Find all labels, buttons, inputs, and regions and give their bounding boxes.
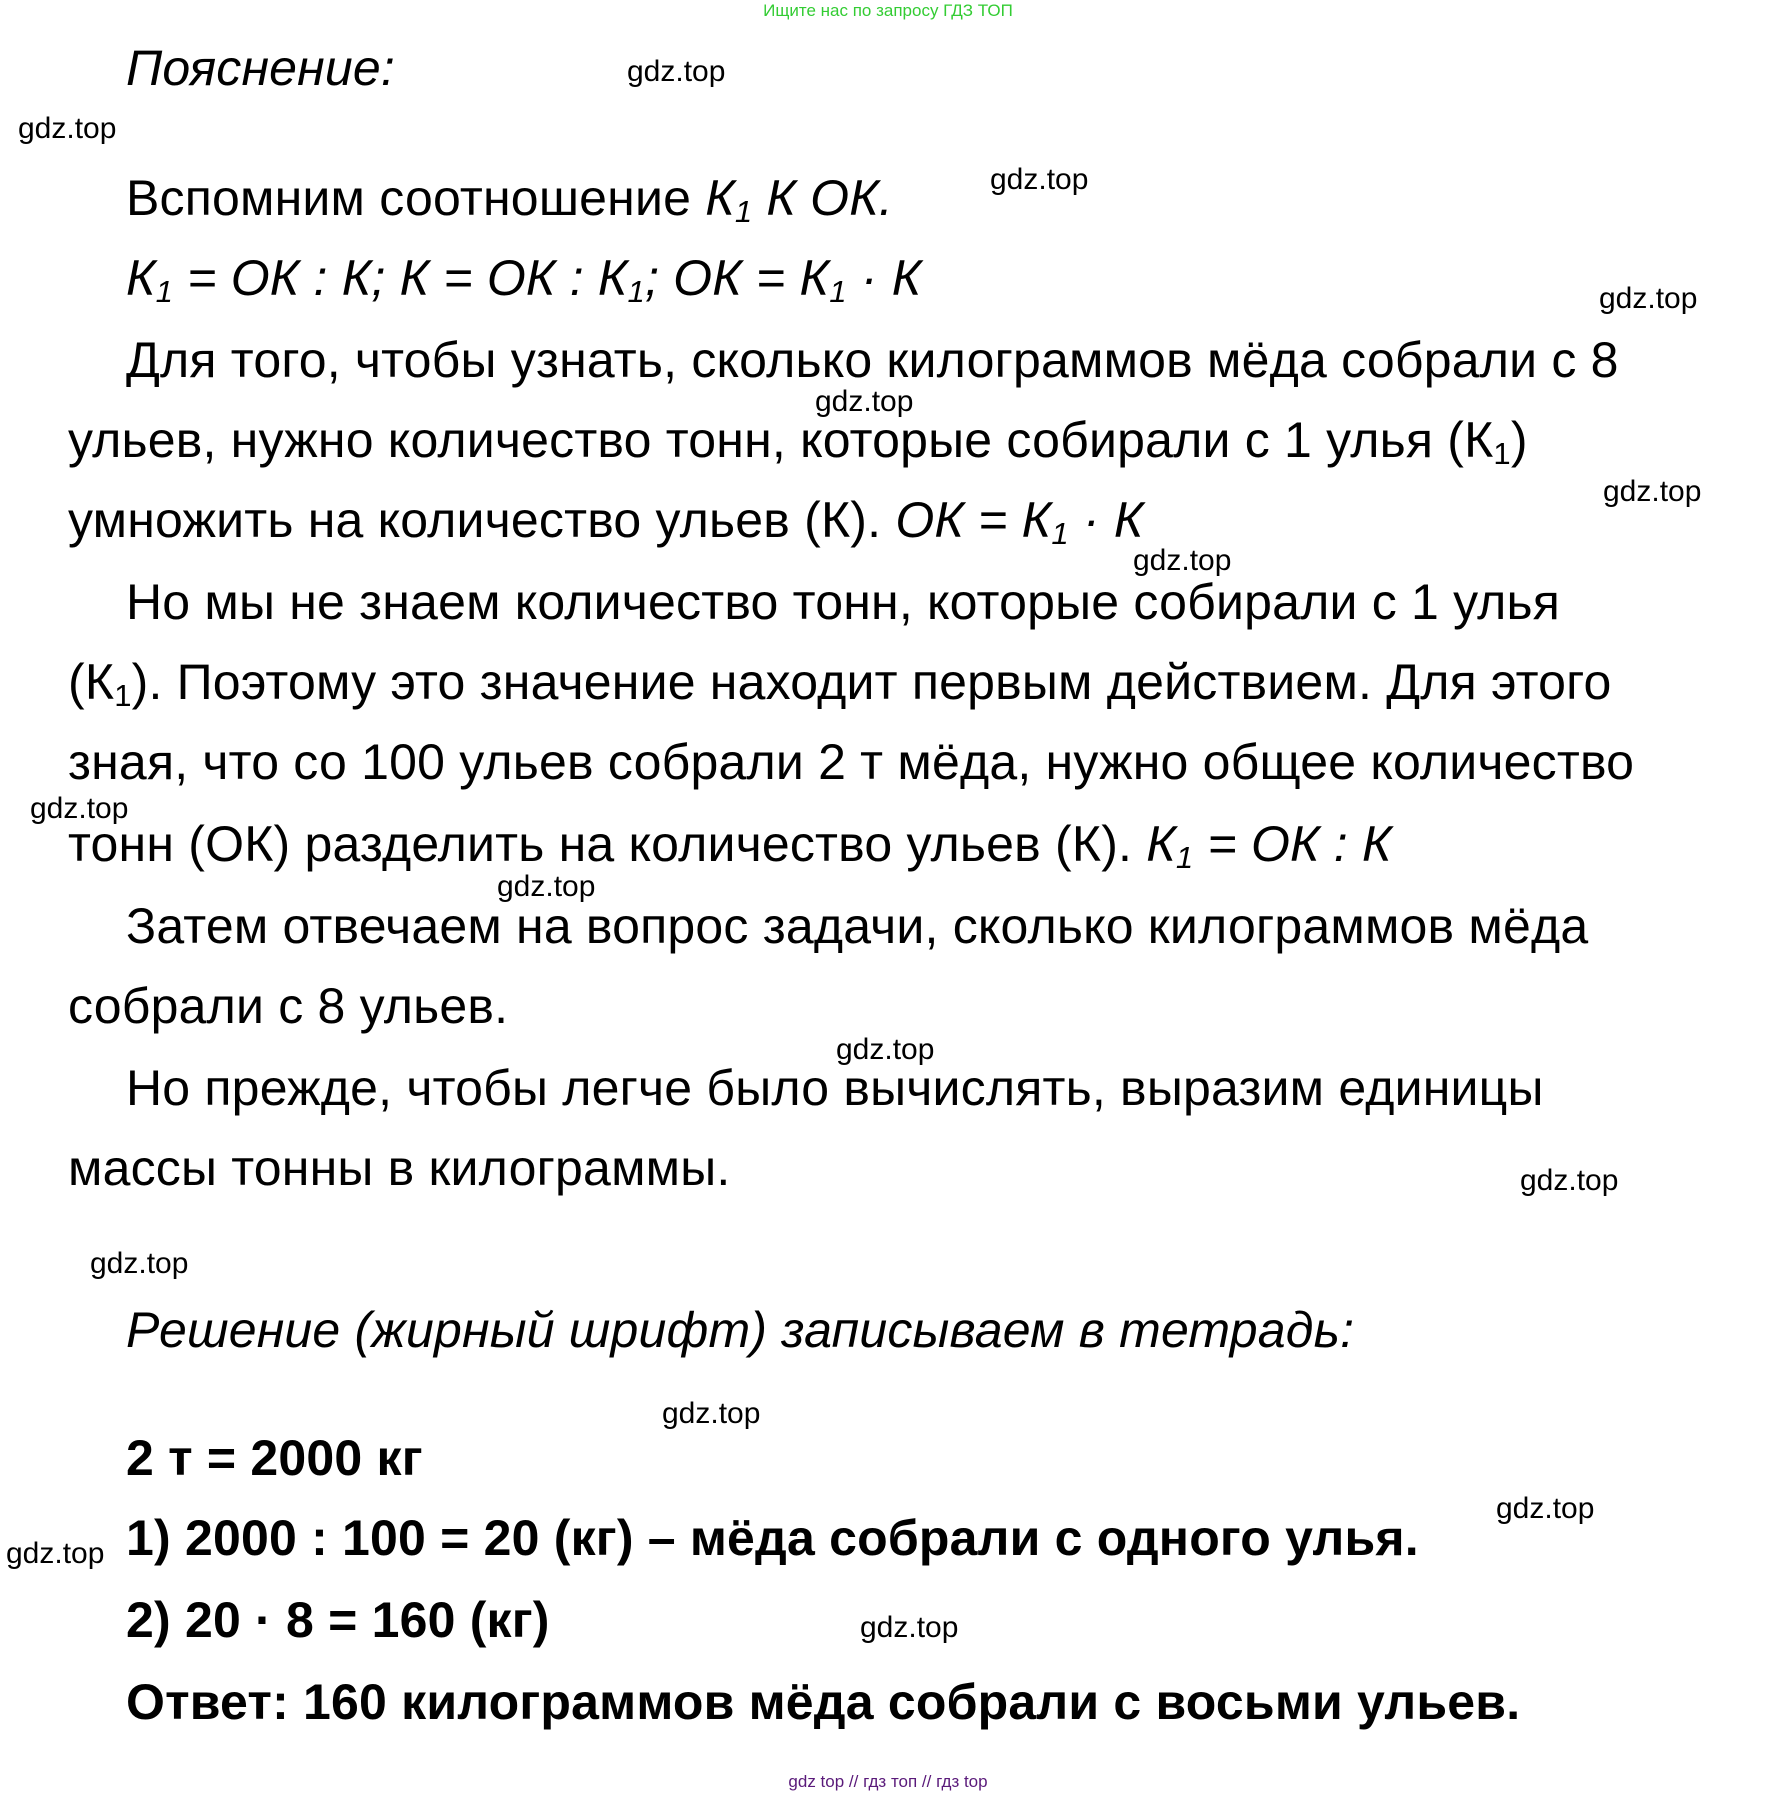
paragraph-2-line-1: Но мы не знаем количество тонн, которые собирали с 1 улья: [126, 574, 1561, 630]
solution-step-1: 1) 2000 : 100 = 20 (кг) – мёда собрали с одного улья.: [126, 1510, 1419, 1566]
solution-step-2: 2) 20 · 8 = 160 (кг): [126, 1592, 550, 1648]
watermark: gdz.top: [30, 792, 129, 825]
paragraph-4-line-2: массы тонны в килограммы.: [68, 1140, 731, 1196]
formula-ok: ОК = $К_1 \cdot К$: [895, 492, 1144, 551]
watermark: gdz.top: [497, 870, 596, 903]
formulas-line: $К_1$ = ОК : К; К = ОК : $К_1$; ОК = $К_1 \cdot К$: [126, 250, 922, 309]
solution-answer: Ответ: 160 килограммов мёда собрали с восьми ульев.: [126, 1674, 1521, 1730]
watermark: gdz.top: [860, 1611, 959, 1644]
recall-line: [126, 168, 893, 228]
recall-vars: $К_1$ К ОК.: [705, 170, 894, 229]
watermark: gdz.top: [662, 1397, 761, 1430]
formula-k1: $К_1$ = ОК : К: [1146, 816, 1392, 875]
paragraph-4-line-1: Но прежде, чтобы легче было вычислять, выразим единицы: [126, 1060, 1544, 1116]
watermark: gdz.top: [1520, 1164, 1619, 1197]
paragraph-1-line-1: Для того, чтобы узнать, сколько килограммов мёда собрали с 8: [126, 332, 1619, 388]
footer: gdz top // гдз топ // гдз top: [788, 1772, 988, 1791]
paragraph-2-line-3: зная, что со 100 ульев собрали 2 т мёда, нужно общее количество: [68, 734, 1635, 790]
watermark: gdz.top: [836, 1033, 935, 1066]
watermark: gdz.top: [1496, 1492, 1595, 1525]
paragraph-3-line-2: собрали с 8 ульев.: [68, 978, 509, 1034]
watermark: gdz.top: [627, 55, 726, 88]
watermark: gdz.top: [815, 385, 914, 418]
top-banner: Ищите нас по запросу ГДЗ ТОП: [763, 1, 1013, 20]
paragraph-1-line-3: умножить на количество ульев (К). ОК = $К_1 \cdot К$: [68, 492, 1144, 551]
paragraph-1-line-2: ульев, нужно количество тонн, которые собирали с 1 улья $(К_1)$: [68, 412, 1528, 471]
watermark: gdz.top: [18, 112, 117, 145]
watermark: gdz.top: [1133, 544, 1232, 577]
solution-heading: Решение (жирный шрифт) записываем в тетрадь:: [126, 1302, 1355, 1358]
watermark: gdz.top: [6, 1537, 105, 1570]
watermark: gdz.top: [990, 163, 1089, 196]
recall-text: Вспомним соотношение: [126, 170, 706, 226]
watermark: gdz.top: [90, 1247, 189, 1280]
explanation-heading: Пояснение:: [126, 40, 395, 96]
watermark: gdz.top: [1603, 475, 1702, 508]
paragraph-3-line-1: Затем отвечаем на вопрос задачи, сколько килограммов мёда: [126, 898, 1589, 954]
watermark: gdz.top: [1599, 282, 1698, 315]
paragraph-2-line-4: тонн (ОК) разделить на количество ульев (К). $К_1$ = ОК : К: [68, 816, 1392, 875]
paragraph-2-line-2: $(К_1)$. Поэтому это значение находит первым действием. Для этого: [68, 654, 1612, 713]
solution-conversion: 2 т = 2000 кг: [126, 1430, 423, 1486]
